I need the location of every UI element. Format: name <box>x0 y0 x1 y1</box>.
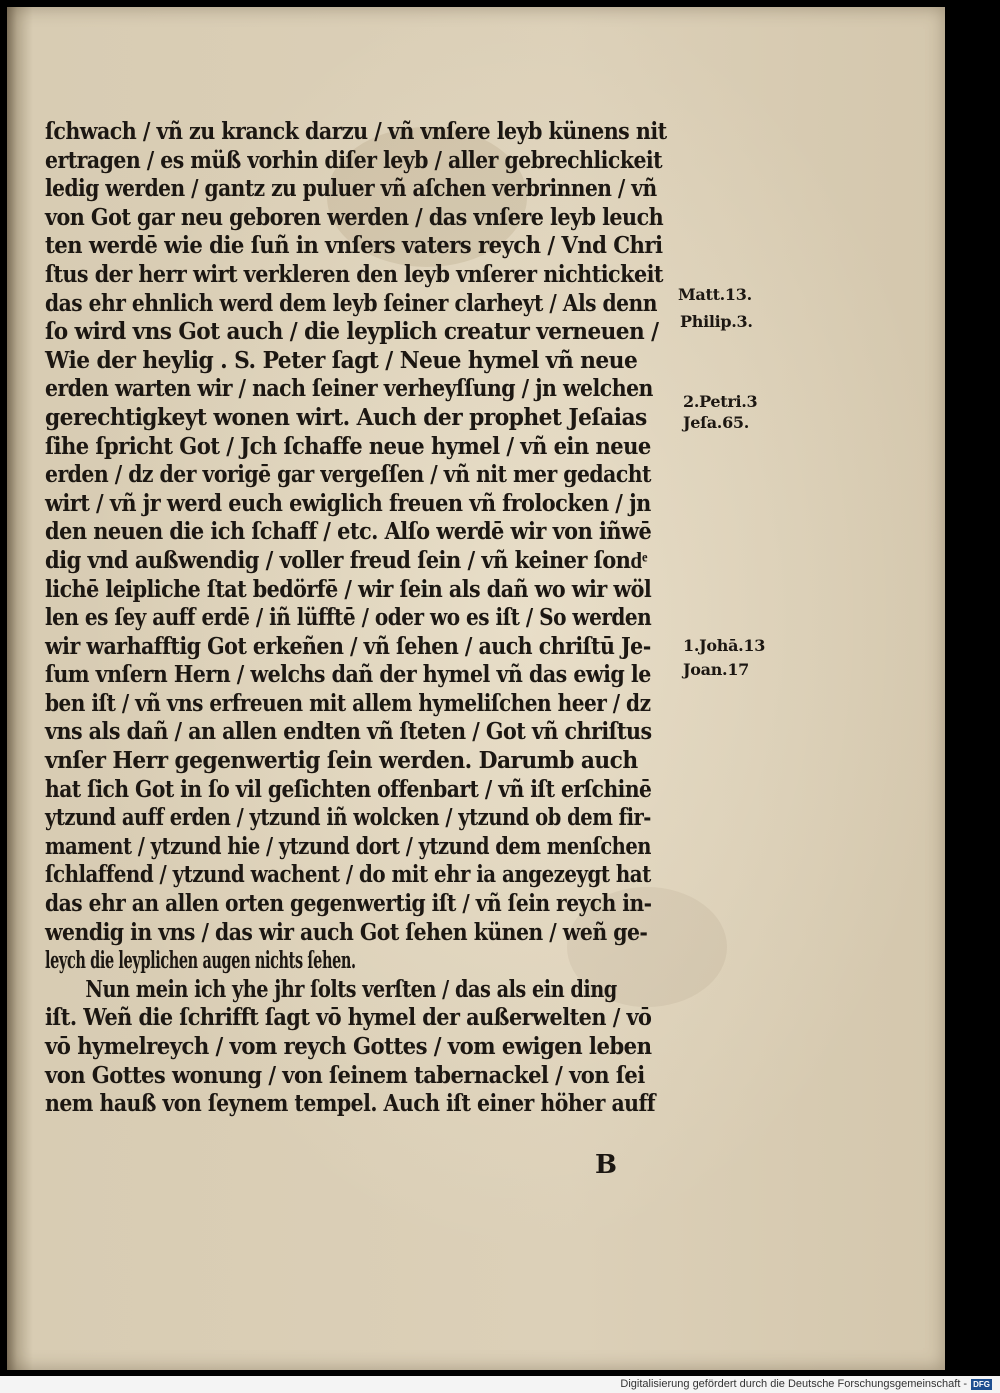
text-line: nem hauß von ſeynem tempel. Auch iſt einer höher auff <box>45 1090 656 1118</box>
text-line: ſchwach / vñ zu kranck darzu / vñ vnſere leyb künens nit <box>45 118 667 145</box>
text-line: wir warhafftig Got erkeñen / vñ ſehen / auch chriſtū Je- <box>45 632 651 660</box>
margin-note-johannes-1: 1.Johā.13 <box>683 636 766 655</box>
text-line: len es ſey auff erdē / iñ lüfftē / oder wo es iſt / So werden <box>45 604 652 632</box>
footer-credit <box>620 1376 992 1393</box>
margin-note-matt: Matt.13. <box>678 285 752 304</box>
text-line: Nun mein ich yhe jhr ſolts verſten / das als ein ding <box>85 975 617 1003</box>
footer-credit-text: Digitalisierung gefördert durch die Deutsche Forschungsgemeinschaft - <box>620 1378 968 1390</box>
text-line: gerechtigkeyt wonen wirt. Auch der prophet Jeſaias <box>45 403 647 431</box>
text-line: wendig in vns / das wir auch Got ſehen künen / weñ ge- <box>45 918 648 946</box>
margin-note-philip: Philip.3. <box>680 312 753 331</box>
text-line: ſo wird vns Got auch / die leyplich creatur verneuen / <box>45 318 659 346</box>
text-line: das ehr an allen orten gegenwertig iſt / vñ ſein reych in- <box>45 890 652 918</box>
text-line: ſum vnſern Hern / welchs dañ der hymel vñ das ewig le <box>45 661 651 689</box>
text-line: vns als dañ / an allen endten vñ ſteten / Got vñ chriſtus <box>45 718 652 746</box>
text-line: ſihe ſpricht Got / Jch ſchaffe neue hymel / vñ ein neue <box>45 432 651 460</box>
text-line: ytzund auff erden / ytzund iñ wolcken / ytzund ob dem fir- <box>45 804 651 832</box>
dfg-logo-icon: DFG <box>973 1380 990 1389</box>
text-line: das ehr ehnlich werd dem leyb ſeiner clarheyt / Als denn <box>45 289 657 317</box>
text-line: ten werdē wie die ſuñ in vnſers vaters reych / Vnd Chri <box>45 232 663 260</box>
text-line: erden / dz der vorigē gar vergeſſen / vñ nit mer gedacht <box>45 461 651 489</box>
text-line: ſtus der herr wirt verkleren den leyb vnſerer nichtickeit <box>45 260 663 288</box>
margin-note-petri: 2.Petri.3 <box>683 392 758 411</box>
text-line: von Got gar neu geboren werden / das vnſere leyb leuch <box>45 203 664 231</box>
text-line: mament / ytzund hie / ytzund dort / ytzund dem menſchen <box>45 832 651 860</box>
text-line: vnſer Herr gegenwertig ſein werden. Darumb auch <box>45 747 638 775</box>
text-line: ſchlaffend / ytzund wachent / do mit ehr ia angezeygt hat <box>45 861 651 889</box>
text-line: vō hymelreych / vom reych Gottes / vom ewigen leben <box>45 1033 652 1060</box>
text-line: lichē leipliche ſtat bedörfē / wir ſein als dañ wo wir wöl <box>45 575 652 603</box>
catchword-signature: B <box>595 1150 617 1180</box>
margin-note-joan: Joan.17 <box>683 660 749 679</box>
text-line: wirt / vñ jr werd euch ewiglich freuen vñ frolocken / jn <box>45 489 651 517</box>
text-line: ertragen / es müß vorhin diſer leyb / aller gebrechlickeit <box>45 146 663 174</box>
text-line: ledig werden / gantz zu puluer vñ aſchen verbrinnen / vñ <box>45 175 657 203</box>
text-line: dig vnd außwendig / voller freud ſein / vñ keiner ſondͤ <box>45 546 647 574</box>
body-text <box>45 118 685 1119</box>
text-line: ben iſt / vñ vns erfreuen mit allem hymeliſchen heer / dz <box>45 689 651 717</box>
text-line: den neuen die ich ſchaff / etc. Alſo werdē wir von iñwē <box>45 518 652 546</box>
footer-bar <box>0 1376 1000 1393</box>
text-line: iſt. Weñ die ſchrifft ſagt vō hymel der außerwelten / vō <box>45 1004 652 1032</box>
text-line: leych die leyplichen augen nichts ſehen. <box>45 947 356 975</box>
text-line: erden warten wir / nach ſeiner verheyſſung / jn welchen <box>45 375 653 403</box>
text-line: hat ſich Got in ſo vil geſichten offenbart / vñ iſt erſchinē <box>45 775 652 803</box>
margin-note-jesaias: Jeſa.65. <box>683 413 750 432</box>
text-line: Wie der heylig . S. Peter ſagt / Neue hymel vñ neue <box>45 346 638 374</box>
text-line: von Gottes wonung / von ſeinem tabernackel / von ſei <box>45 1061 645 1089</box>
